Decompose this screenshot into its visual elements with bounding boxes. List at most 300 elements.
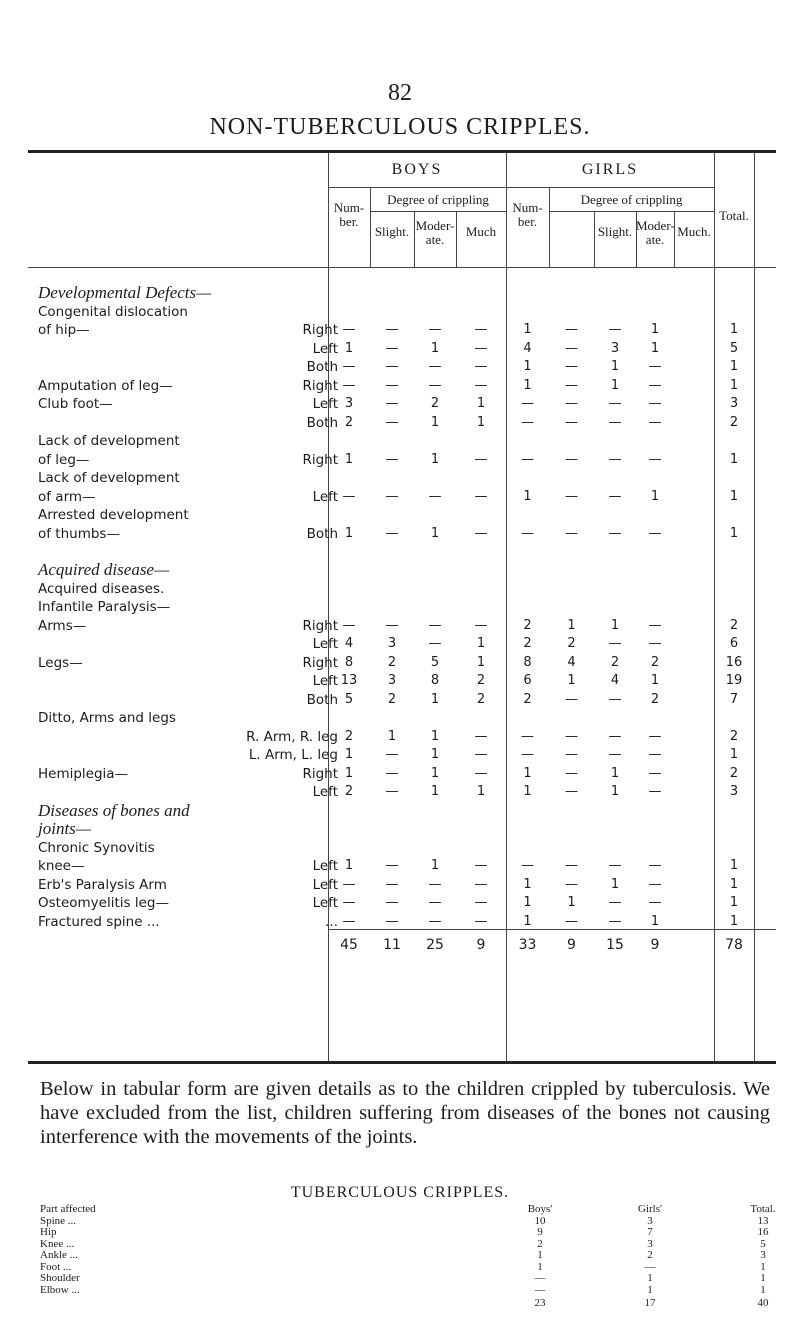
table-cell: — [474,617,488,633]
table-cell: 1 [729,451,739,467]
table-cell: — [648,636,662,651]
total-cell: 45 [340,937,358,953]
tuberculous-row [40,1273,780,1285]
row-side: Right [302,377,338,394]
tuberculous-header-row [40,1204,780,1216]
table-cell: 1 [430,728,440,744]
total-cell: 78 [725,937,743,953]
row-label-text: Lack of development [38,470,180,486]
table-row [28,653,776,673]
row-label-text: of thumbs— [38,525,120,542]
girls-value: — [644,1260,656,1273]
table-cell: — [385,488,399,504]
table-cell: — [474,359,488,374]
table-cell: — [385,451,399,467]
row-label-text: Amputation of leg— [38,377,173,394]
table-cell: — [342,895,356,910]
table-cell: 1 [476,654,486,670]
tuberculous-row [40,1239,780,1251]
row-label [38,560,348,580]
table-cell: — [342,322,356,337]
boys-moderate-header: Moder-ate. [415,218,455,247]
row-side: Left [312,396,338,412]
part-name: Foot ... [40,1260,72,1273]
row-side: Left [312,636,338,652]
row-label-text: joints— [38,819,91,838]
girls-value: 1 [647,1283,653,1296]
table-row [28,875,776,895]
table-cell: — [428,322,442,337]
boys-value: 9 [537,1226,543,1238]
table-cell: — [565,876,578,892]
row-label [38,302,348,322]
part-name: Elbow ... [40,1283,80,1296]
table-cell: 1 [476,396,486,411]
row-label [38,838,348,858]
table-cell: — [428,377,442,393]
table-cell: 1 [567,673,576,688]
row-label-text: Infantile Paralysis— [38,599,171,615]
table-cell: 1 [344,340,354,356]
table-cell: 1 [430,691,440,707]
table-cell: 1 [344,747,354,762]
row-side: Left [312,895,338,911]
boys-header: BOYS [391,161,443,178]
table-row [28,579,776,599]
table-cell: — [521,414,534,430]
row-label [38,505,348,525]
table-row [28,357,776,377]
table-cell: — [342,913,356,929]
table-cell: — [521,525,534,541]
table-cell: — [428,913,442,929]
table-cell: 1 [729,322,739,337]
table-row [28,302,776,322]
table-cell: 4 [523,340,532,356]
table-cell: — [608,451,622,467]
table-cell: — [608,858,622,873]
table-cell: 1 [476,784,486,799]
row-side: Both [306,525,338,542]
table-cell: 1 [523,876,532,892]
table-cell: — [428,617,442,633]
row-side: Left [312,876,338,893]
boys-degree-header: Degree of crippling [387,192,489,207]
table-cell: 2 [430,396,440,411]
table-cell: — [565,691,578,707]
table-cell: — [648,377,662,393]
row-label-text: Ditto, Arms and legs [38,710,176,726]
table-row [28,801,776,821]
table-cell: 1 [650,488,660,504]
table-cell: 2 [523,636,532,651]
table-cell: — [521,451,534,467]
table-cell: 1 [430,784,440,799]
total-value: 5 [760,1237,766,1250]
table-row [28,339,776,359]
table-cell: 1 [430,340,440,356]
row-label-text: Congenital dislocation [38,303,188,320]
table-cell: — [565,525,578,541]
table-cell: — [385,858,399,873]
table-cell: 5 [729,340,739,356]
row-label-text: Acquired disease— [38,560,170,579]
total-cell: 25 [426,937,444,953]
table-cell: — [385,340,399,356]
column-rule [456,211,457,267]
table-cell: 1 [430,765,440,781]
table-cell: — [385,876,399,892]
table-cell: 1 [729,377,739,393]
table-cell: 1 [610,359,620,374]
row-label [38,893,348,913]
girls-degree-header: Degree of crippling [580,192,683,207]
table-cell: 2 [729,728,739,744]
table-cell: 4 [344,636,354,651]
table-cell: 2 [567,636,576,651]
table-cell: — [648,525,662,541]
total-header: Total. [750,1203,776,1215]
table-cell: 1 [476,636,486,651]
table-cell: 6 [523,673,532,688]
table-cell: — [428,359,442,374]
table-cell: 4 [567,654,576,670]
table-cell: 1 [610,784,620,799]
table-cell: — [521,858,534,873]
grand-total: 40 [757,1297,769,1309]
table-cell: — [648,414,662,430]
table-cell: — [648,728,662,744]
table-cell: — [385,525,399,541]
boys-header: Boys' [527,1203,553,1215]
table-cell: — [608,414,622,430]
table-cell: — [648,617,662,633]
table-cell: — [474,525,488,541]
table-cell: — [648,396,662,411]
part-name: Hip [40,1226,57,1238]
table-row [28,542,776,562]
row-side: Left [312,488,338,505]
table-cell: 3 [387,636,397,651]
table-cell: 2 [650,691,660,707]
table-row [28,505,776,525]
table-cell: — [648,784,662,799]
table-cell: — [474,451,488,467]
table-row [28,283,776,303]
row-side: Right [302,617,338,634]
table-cell: 1 [523,895,532,910]
table-cell: — [385,765,399,781]
table-cell: 13 [340,673,358,688]
boys-value: 1 [537,1260,543,1273]
table-cell: — [608,636,622,651]
table-cell: — [608,895,622,910]
table-cell: — [608,913,622,929]
table-cell: 3 [344,396,354,411]
table-cell: 4 [610,673,620,688]
table-cell: 2 [387,691,397,707]
table-cell: — [474,322,488,337]
table-cell: — [474,747,488,762]
table-cell: — [648,858,662,873]
table-cell: — [385,895,399,910]
column-rule [594,211,595,267]
table-row [28,431,776,451]
part-name: Ankle ... [40,1249,78,1261]
table-cell: — [565,765,578,781]
table-cell: 3 [387,673,397,688]
table-cell: 2 [344,414,354,430]
table-cell: — [565,913,578,929]
table-row [28,893,776,913]
table-cell: 2 [344,728,354,744]
table-cell: 1 [344,765,354,781]
table-cell: — [565,858,578,873]
table-cell: 2 [344,784,354,799]
table-row [28,413,776,433]
row-label [38,597,348,617]
table-cell: — [608,691,622,707]
tuberculous-row [40,1216,780,1228]
header-rule [328,187,714,188]
girls-header: Girls' [638,1203,662,1215]
table-cell: — [385,359,399,374]
boys-value: — [534,1272,546,1284]
girls-moderate-header: Moder-ate. [636,218,675,247]
table-cell: 1 [650,913,660,929]
row-label-text: knee— [38,858,85,874]
table-cell: 1 [430,414,440,430]
table-cell: — [385,617,399,633]
table-cell: — [521,728,534,744]
table-row [28,487,776,507]
part-name: Shoulder [40,1272,80,1284]
table-cell: — [565,377,578,393]
girls-slight-header: Slight. [597,224,633,239]
row-label [38,376,348,396]
row-label [38,320,348,340]
table-cell: 2 [729,617,739,633]
table-cell: 3 [729,784,739,799]
row-label-text: Osteomyelitis leg— [38,895,169,911]
table-row [28,634,776,654]
row-label-text: of arm— [38,488,96,505]
table-cell: 1 [610,876,620,892]
table-cell: 2 [523,691,532,707]
row-side: Right [302,765,338,782]
tuberculous-row [40,1227,780,1239]
total-value: 16 [757,1226,769,1238]
table-row [28,838,776,858]
row-side: Right [302,654,338,671]
table-cell: — [474,876,488,892]
table-cell: — [521,747,534,762]
part-header: Part affected [40,1203,96,1215]
row-label-text: of leg— [38,451,90,468]
row-label-text: Club foot— [38,396,113,412]
table-cell: 1 [387,728,397,744]
row-side: Left [312,784,338,800]
table-cell: — [608,525,622,541]
table-cell: — [565,396,578,411]
part-name: Knee ... [40,1237,75,1250]
row-side: L. Arm, L. leg [248,747,338,763]
tuberculous-row [40,1262,780,1274]
girls-value: 2 [647,1249,653,1261]
boys-value: — [534,1283,546,1296]
boys-much-header: Much [465,224,497,239]
boys-value: 2 [537,1237,543,1250]
total-cell: 9 [567,937,576,953]
table-cell: 7 [729,691,739,707]
row-label-text: Legs— [38,654,83,671]
table-cell: — [565,488,578,504]
table-cell: 1 [650,673,660,688]
table-cell: 3 [610,340,620,356]
table-cell: — [565,451,578,467]
table-cell: 1 [523,377,532,393]
table-cell: 1 [476,414,486,430]
table-cell: — [385,747,399,762]
table-cell: — [474,765,488,781]
row-label [38,616,348,636]
table-row [28,727,776,747]
table-row [28,819,776,839]
boys-value: 10 [534,1214,546,1227]
girls-number-header: Num-ber. [512,200,543,229]
table-cell: 3 [729,396,739,411]
row-side: Both [306,359,338,375]
table-cell: 1 [650,322,660,337]
table-cell: 1 [567,617,576,633]
row-side: ... [325,913,338,930]
table-cell: — [648,747,662,762]
table-cell: — [608,488,622,504]
table-cell: 1 [729,895,739,910]
table-cell: 1 [430,525,440,541]
table-row [28,782,776,802]
table-cell: 1 [610,377,620,393]
girls-much-header: Much. [677,224,711,239]
row-label [38,708,348,728]
table-cell: — [608,322,622,337]
table-cell: 2 [650,654,660,670]
row-label [38,431,348,451]
table-cell: 8 [344,654,354,670]
row-label-text: Arrested development [38,507,189,523]
table-cell: — [565,747,578,762]
table-cell: — [565,322,578,337]
row-label [38,524,348,544]
table-cell: 19 [725,673,743,688]
tuberculous-title: TUBERCULOUS CRIPPLES. [290,1184,510,1201]
table-row [28,616,776,636]
girls-total: 17 [644,1297,656,1309]
row-label [38,579,348,599]
table-cell: — [428,636,442,651]
row-label-text: Developmental Defects— [38,283,212,302]
table-cell: 1 [523,913,532,929]
table-cell: 1 [430,747,440,762]
table-cell: — [648,895,662,910]
table-row [28,560,776,580]
table-cell: 1 [523,765,532,781]
table-cell: — [648,451,662,467]
table-cell: — [565,728,578,744]
girls-value: 3 [647,1237,653,1250]
table-row [28,690,776,710]
total-value: 1 [760,1260,766,1273]
row-label [38,801,348,821]
table-cell: 2 [610,654,620,670]
table-cell: — [385,414,399,430]
totals-rule [328,929,776,930]
table-cell: — [342,377,356,393]
table-cell: 1 [344,451,354,467]
girls-value: 1 [647,1272,653,1284]
total-cell: 15 [606,937,624,953]
table-row [28,468,776,488]
table-cell: 2 [523,617,532,633]
boys-total: 23 [534,1297,546,1309]
row-side: Left [312,858,338,874]
row-label [38,450,348,470]
table-row [28,764,776,784]
part-name: Spine ... [40,1214,77,1227]
table-cell: 6 [729,636,739,651]
girls-value: 7 [647,1226,653,1238]
table-cell: 1 [523,488,532,504]
total-cell: 9 [650,937,660,953]
table-row [28,320,776,340]
table-row [28,394,776,414]
row-label [38,487,348,507]
table-row [28,376,776,396]
table-cell: — [342,617,356,633]
table-cell: — [565,784,578,799]
row-label-text: Arms— [38,617,87,634]
total-value: 3 [760,1249,766,1261]
body-paragraph: Below in tabular form are given details as to the children crippled by tuberculosis. We have excluded from the list, children suffering from diseases of the bones not causing interference with the movements of the joints. [40,1078,770,1148]
table-cell: 1 [523,359,532,374]
row-label [38,912,348,932]
table-row [28,597,776,617]
table-cell: 1 [610,765,620,781]
table-cell: 1 [650,340,660,356]
row-label-text: Chronic Synovitis [38,839,155,856]
table-cell: — [565,340,578,356]
total-cell: 33 [518,937,537,953]
row-label [38,468,348,488]
table-cell: — [385,377,399,393]
boys-number-header: Num-ber. [333,200,365,229]
row-side: Left [312,673,338,689]
row-label-text: Acquired diseases. [38,580,165,597]
table-cell: — [474,728,488,744]
table-cell: 1 [523,784,532,799]
table-cell: 1 [729,525,739,541]
table-cell: — [342,488,356,504]
page-title: NON-TUBERCULOUS CRIPPLES. [209,114,591,140]
row-label [38,764,348,784]
table-cell: — [342,359,356,374]
row-side: Right [302,322,338,338]
table-cell: — [385,784,399,799]
table-cell: — [648,765,662,781]
table-row [28,524,776,544]
row-label [38,856,348,876]
tuberculous-row [40,1285,780,1297]
